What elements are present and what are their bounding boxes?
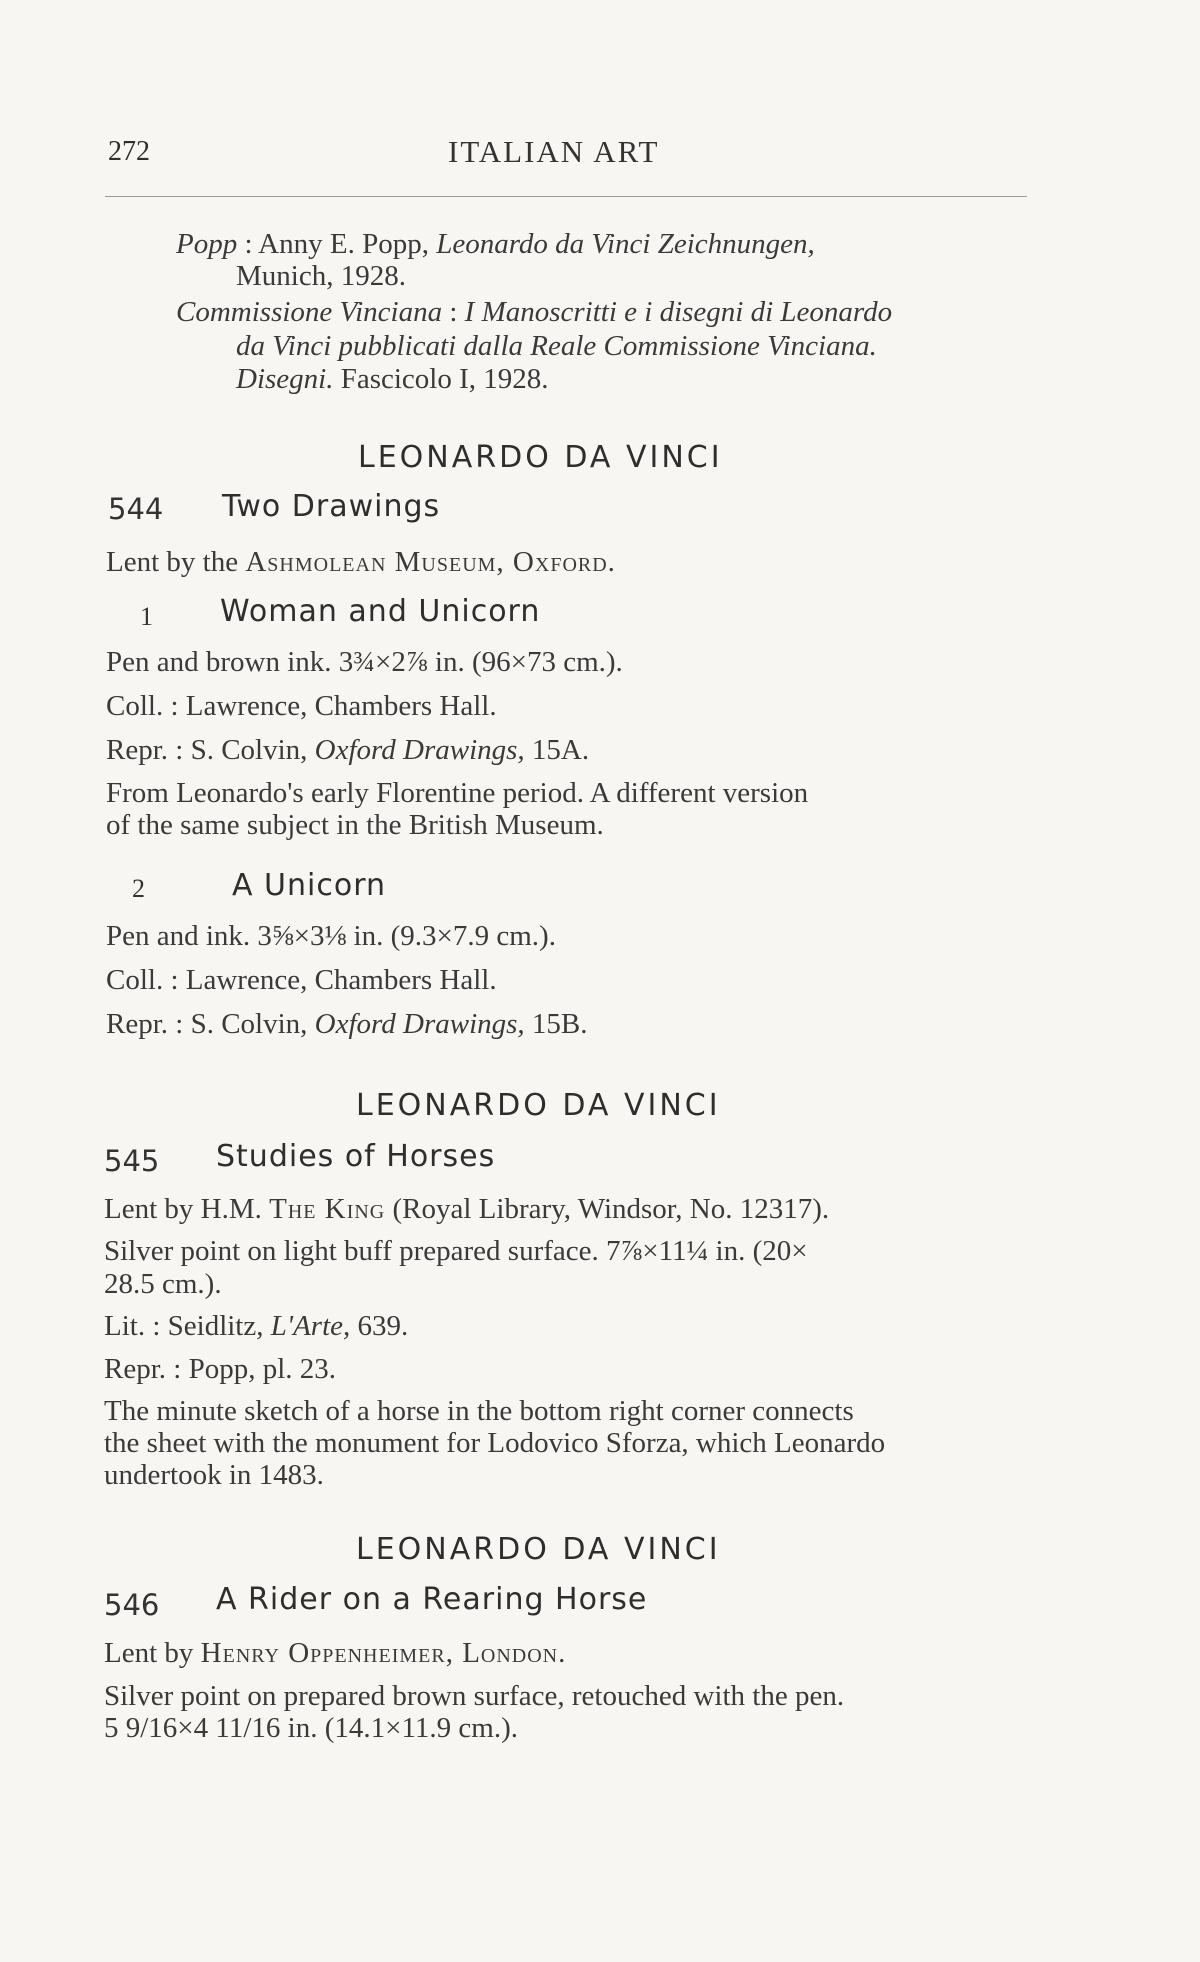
item-number: 2	[132, 874, 145, 903]
header-rule	[105, 196, 1027, 197]
entry-number: 546	[104, 1588, 160, 1622]
reference-popp-cont: Munich, 1928.	[236, 260, 406, 292]
entry-medium-line2: 5 9/16×4 11/16 in. (14.1×11.9 cm.).	[104, 1712, 518, 1744]
entry-medium-line2: 28.5 cm.).	[104, 1268, 222, 1300]
entry-reproduction: Repr. : Popp, pl. 23.	[104, 1353, 337, 1385]
item-note-line2: of the same subject in the British Museum.	[106, 809, 604, 841]
entry-title: A Rider on a Rearing Horse	[216, 1582, 648, 1617]
artist-heading: LEONARDO DA VINCI	[356, 1088, 721, 1123]
running-title: ITALIAN ART	[448, 134, 660, 169]
entry-number: 545	[104, 1144, 160, 1178]
item-medium: Pen and ink. 3⅝×3⅛ in. (9.3×7.9 cm.).	[106, 920, 556, 952]
item-reproduction: Repr. : S. Colvin, Oxford Drawings, 15A.	[106, 734, 590, 766]
reference-abbr: Commissione Vinciana	[176, 296, 443, 328]
reference-popp: Popp : Anny E. Popp, Leonardo da Vinci Zeichnungen,	[176, 228, 815, 260]
reference-commissione: Commissione Vinciana : I Manoscritti e i disegni di Leonardo	[176, 296, 893, 328]
entry-number: 544	[108, 492, 164, 526]
artist-heading: LEONARDO DA VINCI	[356, 1532, 721, 1567]
entry-medium-line1: Silver point on light buff prepared surface. 7⅞×11¼ in. (20×	[104, 1235, 808, 1267]
entry-title: Two Drawings	[222, 489, 441, 524]
entry-note-line3: undertook in 1483.	[104, 1459, 324, 1491]
artist-heading: LEONARDO DA VINCI	[358, 440, 723, 475]
item-medium: Pen and brown ink. 3¾×2⅞ in. (96×73 cm.).	[106, 646, 623, 678]
page-number: 272	[108, 136, 150, 167]
item-reproduction: Repr. : S. Colvin, Oxford Drawings, 15B.	[106, 1008, 588, 1040]
reference-abbr: Popp	[176, 228, 238, 260]
item-note-line1: From Leonardo's early Florentine period. A different version	[106, 777, 809, 809]
lent-by: Lent by Henry Oppenheimer, London.	[104, 1637, 566, 1669]
lent-by: Lent by the Ashmolean Museum, Oxford.	[106, 546, 615, 578]
item-collection: Coll. : Lawrence, Chambers Hall.	[106, 690, 497, 722]
entry-note-line2: the sheet with the monument for Lodovico Sforza, which Leonardo	[104, 1427, 886, 1459]
entry-medium-line1: Silver point on prepared brown surface, retouched with the pen.	[104, 1680, 845, 1712]
item-collection: Coll. : Lawrence, Chambers Hall.	[106, 964, 497, 996]
entry-note-line1: The minute sketch of a horse in the bottom right corner connects	[104, 1395, 854, 1427]
reference-commissione-cont: da Vinci pubblicati dalla Reale Commissione Vinciana.	[236, 330, 877, 362]
entry-literature: Lit. : Seidlitz, L'Arte, 639.	[104, 1310, 409, 1342]
item-title: Woman and Unicorn	[220, 594, 541, 629]
item-number: 1	[140, 602, 153, 631]
lent-by: Lent by H.M. The King (Royal Library, Windsor, No. 12317).	[104, 1193, 830, 1225]
entry-title: Studies of Horses	[216, 1139, 496, 1174]
item-title: A Unicorn	[232, 868, 387, 903]
reference-commissione-cont2: Disegni. Fascicolo I, 1928.	[236, 363, 549, 395]
